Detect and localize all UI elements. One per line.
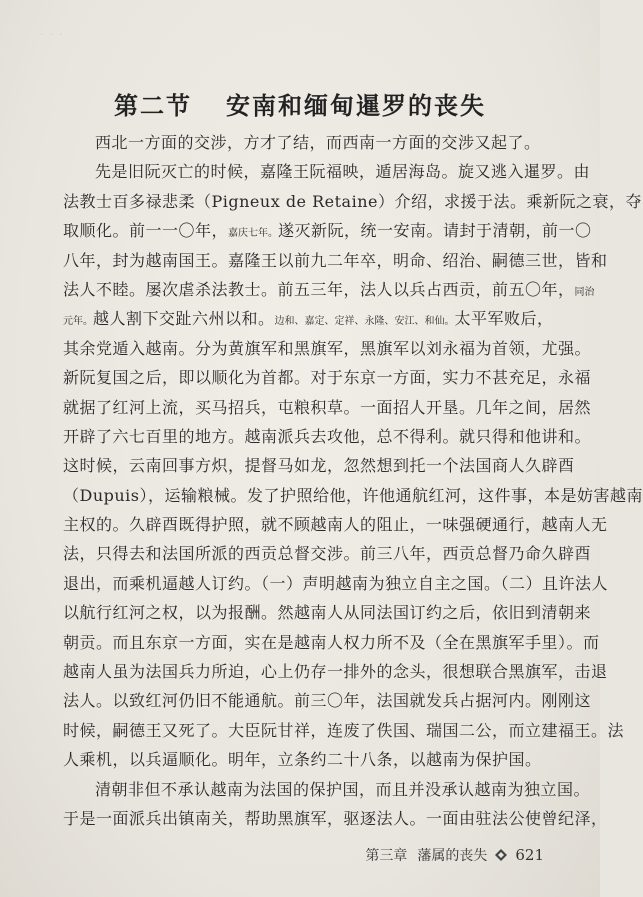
line-text: 越南人虽为法国兵力所迫，心上仍存一排外的念头，很想联合黑旗军，击退 (63, 662, 608, 682)
inline-note: 同治 (574, 286, 595, 298)
text-line (63, 804, 608, 833)
text-line (63, 422, 592, 451)
line-text: 开辟了六七百里的地方。越南派兵去攻他，总不得利。就只得和他讲和。 (63, 426, 592, 446)
inline-note: 嘉庆七年。 (228, 228, 279, 240)
text-line (63, 686, 592, 715)
line-text: （Dupuis），运输粮械。发了护照给他，许他通航红河，这件事，本是妨害越南 (63, 485, 643, 505)
text-line (63, 246, 608, 275)
line-text: 太平军败后， (454, 309, 554, 329)
text-line (63, 187, 642, 216)
text-line (63, 157, 591, 186)
line-text: 越人割下交趾六州以和。 (93, 309, 275, 329)
text-line (63, 275, 595, 304)
running-footer (365, 845, 544, 865)
line-text: 这时候，云南回事方炽，提督马如龙，忽然想到托一个法国商人久辟酉 (63, 456, 575, 476)
text-line (63, 334, 592, 363)
text-line (63, 304, 554, 333)
line-text: 遂灭新阮，统一安南。请封于清朝，前一〇 (278, 221, 592, 241)
line-text: 朝贡。而且东京一方面，实在是越南人权力所不及（全在黑旗军手里）。而 (63, 632, 600, 652)
footer-chapter: 第三章 (365, 848, 408, 864)
text-line (63, 775, 591, 804)
text-line (63, 745, 548, 774)
inline-note: 边和、嘉定、定祥、永隆、安江、和仙。 (274, 316, 455, 328)
bleed-through-text: ᐧ ᐧ ᐧ (40, 28, 64, 43)
line-text: 八年，封为越南国王。嘉隆王以前九二年卒，明命、绍治、嗣德三世，皆和 (63, 250, 608, 270)
text-line (63, 363, 592, 392)
text-line (63, 128, 548, 157)
section-title: 安南和缅甸暹罗的丧失 (226, 91, 486, 120)
line-text: 时候，嗣德王又死了。大臣阮甘祥，连废了佚国、瑞国二公，而立建福王。法 (63, 720, 625, 740)
line-text: 于是一面派兵出镇南关，帮助黑旗军，驱逐法人。一面由驻法公使曾纪泽， (63, 808, 608, 828)
text-line (63, 539, 592, 568)
line-text: 法人不睦。屡次虐杀法教士。前五三年，法人以兵占西贡，前五〇年， (63, 279, 575, 299)
section-number: 第二节 (114, 91, 192, 120)
body-text (63, 128, 643, 833)
line-text: 新阮复国之后，即以顺化为首都。对于东京一方面，实力不甚充足，永福 (63, 368, 592, 388)
line-text: 退出，而乘机逼越人订约。（一）声明越南为独立自主之国。（二）且许法人 (63, 573, 609, 593)
text-line (63, 628, 600, 657)
text-line (63, 716, 625, 745)
ornament-icon (495, 849, 507, 861)
line-text: 西北一方面的交涉，方才了结，而西南一方面的交涉又起了。 (95, 133, 541, 152)
line-text: 先是旧阮灭亡的时候，嘉隆王阮福映，遁居海岛。旋又逃入暹罗。由 (95, 162, 591, 182)
text-line (63, 481, 643, 510)
text-line (63, 451, 575, 480)
line-text: 就据了红河上流，买马招兵，屯粮积草。一面招人开垦。几年之间，居然 (63, 397, 592, 417)
line-text: 法教士百多禄悲柔（Pigneux de Retaine）介绍，求援于法。乘新阮之衰，夺 (63, 191, 642, 211)
text-line (63, 569, 609, 598)
text-line (63, 598, 592, 627)
line-text: 法，只得去和法国所派的西贡总督交涉。前三八年，西贡总督乃命久辟酉 (63, 544, 592, 564)
line-text: 其余党遁入越南。分为黄旗军和黑旗军，黑旗军以刘永福为首领，尤强。 (63, 338, 592, 358)
page-number: 621 (515, 846, 544, 864)
inline-note: 元年。 (63, 316, 93, 328)
footer-chapter-title: 藩属的丧失 (417, 848, 488, 864)
line-text: 法人。以致红河仍旧不能通航。前三〇年，法国就发兵占据河内。刚刚这 (63, 691, 592, 711)
line-text: 人乘机，以兵逼顺化。明年，立条约二十八条，以越南为保护国。 (63, 750, 542, 770)
text-line (63, 657, 608, 686)
text-line (63, 216, 592, 245)
text-line (63, 393, 592, 422)
line-text: 取顺化。前一一〇年， (63, 221, 229, 241)
line-text: 主权的。久辟酉既得护照，就不顾越南人的阻止，一味强硬通行，越南人无 (63, 515, 608, 535)
line-text: 清朝非但不承认越南为法国的保护国，而且并没承认越南为独立国。 (95, 779, 591, 799)
text-line (63, 510, 608, 539)
section-heading (0, 86, 600, 121)
line-text: 以航行红河之权，以为报酬。然越南人从同法国订约之后，依旧到清朝来 (63, 603, 592, 623)
